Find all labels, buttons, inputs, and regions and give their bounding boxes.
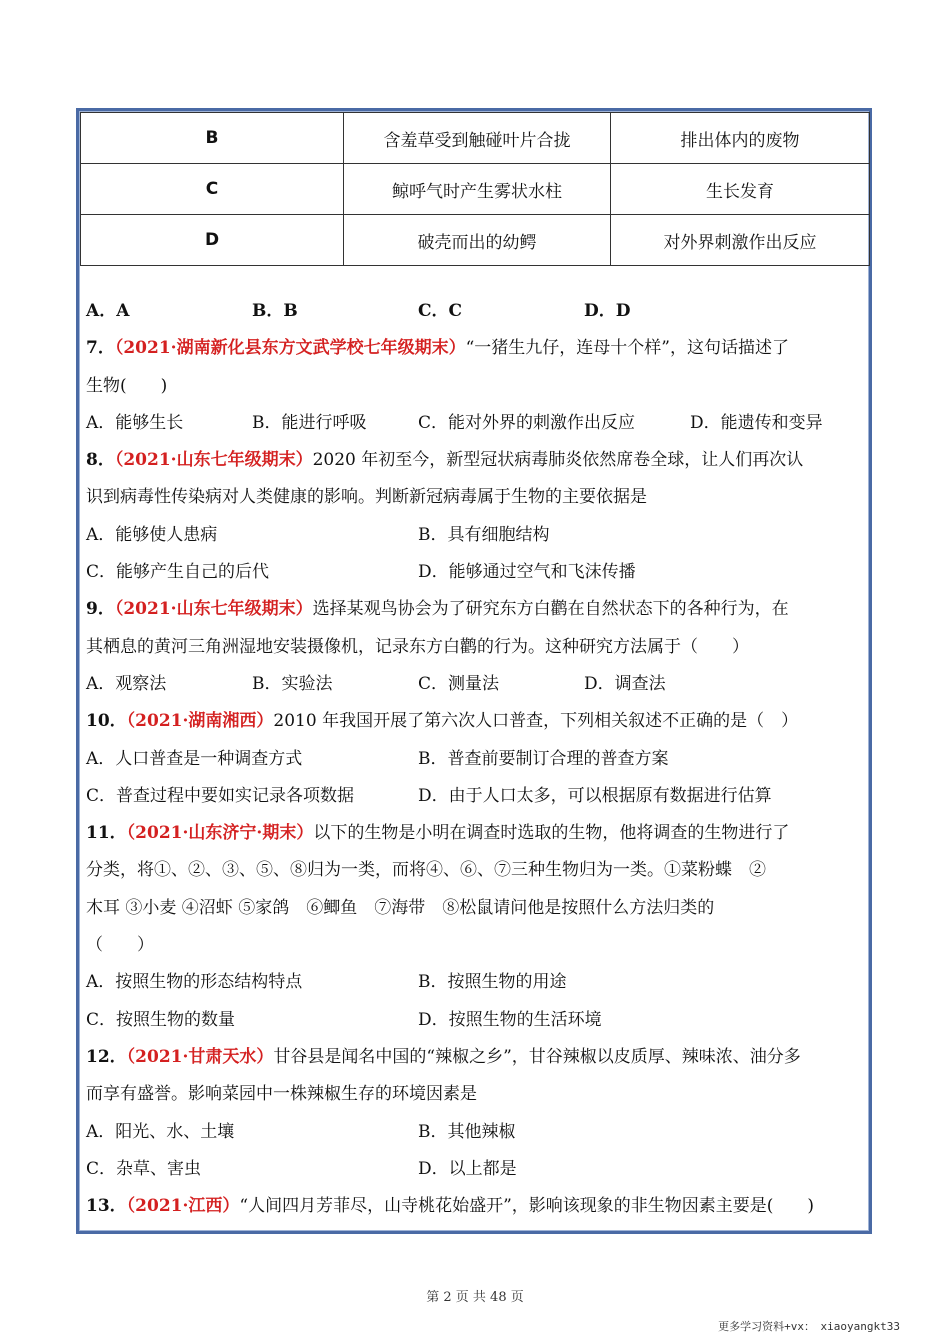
question-number: 10． [86,711,127,732]
question-list [86,293,866,1225]
option-a: A．能够生长 [86,412,184,433]
table-cell: 鲸呼气时产生雾状水柱 [344,164,611,215]
options-table [80,112,870,266]
question-source: （2021·甘肃天水） [126,1046,274,1067]
option-b: B．具有细胞结构 [418,524,550,545]
option-c: C．能够产生自己的后代 [86,562,270,583]
q10-stem [86,703,866,740]
option-a: A．阳光、水、土壤 [86,1121,235,1142]
question-text: 选择某观鸟协会为了研究东方白鹳在自然状态下的各种行为，在 [312,599,789,620]
option-d: D．能遗传和变异 [690,412,823,433]
question-text: 以下的生物是小明在调查时选取的生物，他将调查的生物进行了 [313,823,790,844]
q12-options-row2 [86,1151,866,1188]
q11-stem-cont: 木耳 ③小麦 ④沼虾 ⑤家鸽 ⑥鲫鱼 ⑦海带 ⑧松鼠请问他是按照什么方法归类的 [86,897,715,918]
table-cell: 破壳而出的幼鳄 [344,215,611,266]
question-number: 7． [86,338,115,359]
question-number: 13． [86,1196,127,1217]
table-cell: 含羞草受到触碰叶片合拢 [344,113,611,164]
option-d: D．由于人口太多，可以根据原有数据进行估算 [418,785,772,806]
watermark-text: 更多学习资料+vx： xiaoyangkt33 [718,1320,900,1333]
q9-options [86,666,866,703]
question-source: （2021·江西） [126,1196,240,1217]
question-source: （2021·山东济宁·期末） [126,823,314,844]
question-text: 2020 年初至今，新型冠状病毒肺炎依然席卷全球，让人们再次认 [312,450,804,471]
option-d: D．按照生物的生活环境 [418,1009,602,1030]
option-d: D．能够通过空气和飞沫传播 [418,562,636,583]
table-row [81,215,870,266]
option-a: A．观察法 [86,673,167,694]
option-c: C．测量法 [418,673,500,694]
question-source: （2021·湖南新化县东方文武学校七年级期末） [114,338,466,359]
page-number: 第 2 页 共 48 页 [426,1290,524,1305]
option-d: D．调查法 [584,673,666,694]
option-a: A．能够使人患病 [86,524,218,545]
q8-options-row1 [86,517,866,554]
table-cell: 对外界刺激作出反应 [611,215,870,266]
q11-stem-cont: （ ） [86,935,154,956]
option-b: B．实验法 [252,673,333,694]
q13-stem [86,1188,866,1225]
question-text: 2010 年我国开展了第六次人口普查，下列相关叙述不正确的是（ ） [273,711,799,732]
q12-stem [86,1039,866,1076]
option-a: A．按照生物的形态结构特点 [86,972,303,993]
question-number: 12． [86,1046,127,1067]
q8-options-row2 [86,554,866,591]
q11-stem [86,815,866,852]
q7-stem-cont: 生物( ) [86,375,168,396]
q8-stem [86,442,866,479]
q7-stem [86,330,866,367]
option-c: C．普查过程中要如实记录各项数据 [86,785,355,806]
option-b: B．其他辣椒 [418,1121,516,1142]
option-a: A．人口普查是一种调查方式 [86,748,303,769]
question-text: “一猪生九仔，连母十个样”，这句话描述了 [465,338,789,359]
question-text: “人间四月芳菲尽，山寺桃花始盛开”，影响该现象的非生物因素主要是( ) [239,1196,815,1217]
option-c: C．能对外界的刺激作出反应 [418,412,636,433]
q12-stem-cont: 而享有盛誉。影响菜园中一株辣椒生存的环境因素是 [86,1084,477,1105]
q12-options-row1 [86,1114,866,1151]
option-a: A．A [86,301,130,321]
option-d: D．D [584,301,631,321]
q8-stem-cont: 识到病毒性传染病对人类健康的影响。判断新冠病毒属于生物的主要依据是 [86,487,647,508]
table-cell: C [81,164,344,215]
question-source: （2021·湖南湘西） [126,711,274,732]
q11-options-row2 [86,1002,866,1039]
question-source: （2021·山东七年级期末） [114,599,313,620]
table-row [81,113,870,164]
q10-options-row1 [86,741,866,778]
q6-options [86,293,866,330]
option-b: B．能进行呼吸 [252,412,367,433]
question-text: 甘谷县是闻名中国的“辣椒之乡”，甘谷辣椒以皮质厚、辣味浓、油分多 [273,1046,801,1067]
question-number: 11． [86,823,127,844]
question-number: 9． [86,599,115,620]
option-b: B．B [252,301,298,321]
option-b: B．普查前要制订合理的普查方案 [418,748,669,769]
table-cell: 生长发育 [611,164,870,215]
q11-options-row1 [86,964,866,1001]
option-d: D．以上都是 [418,1158,517,1179]
option-c: C．杂草、害虫 [86,1158,202,1179]
option-c: C．按照生物的数量 [86,1009,236,1030]
q7-options [86,405,866,442]
table-cell: D [81,215,344,266]
question-source: （2021·山东七年级期末） [114,450,313,471]
q10-options-row2 [86,778,866,815]
q9-stem [86,591,866,628]
q9-stem-cont: 其栖息的黄河三角洲湿地安装摄像机，记录东方白鹳的行为。这种研究方法属于（ ） [86,636,749,657]
q11-stem-cont: 分类，将①、②、③、⑤、⑧归为一类，而将④、⑥、⑦三种生物归为一类。①菜粉蝶 ② [86,860,766,881]
table-cell: B [81,113,344,164]
option-c: C．C [418,301,463,321]
question-number: 8． [86,450,115,471]
table-row [81,164,870,215]
table-cell: 排出体内的废物 [611,113,870,164]
option-b: B．按照生物的用途 [418,972,567,993]
